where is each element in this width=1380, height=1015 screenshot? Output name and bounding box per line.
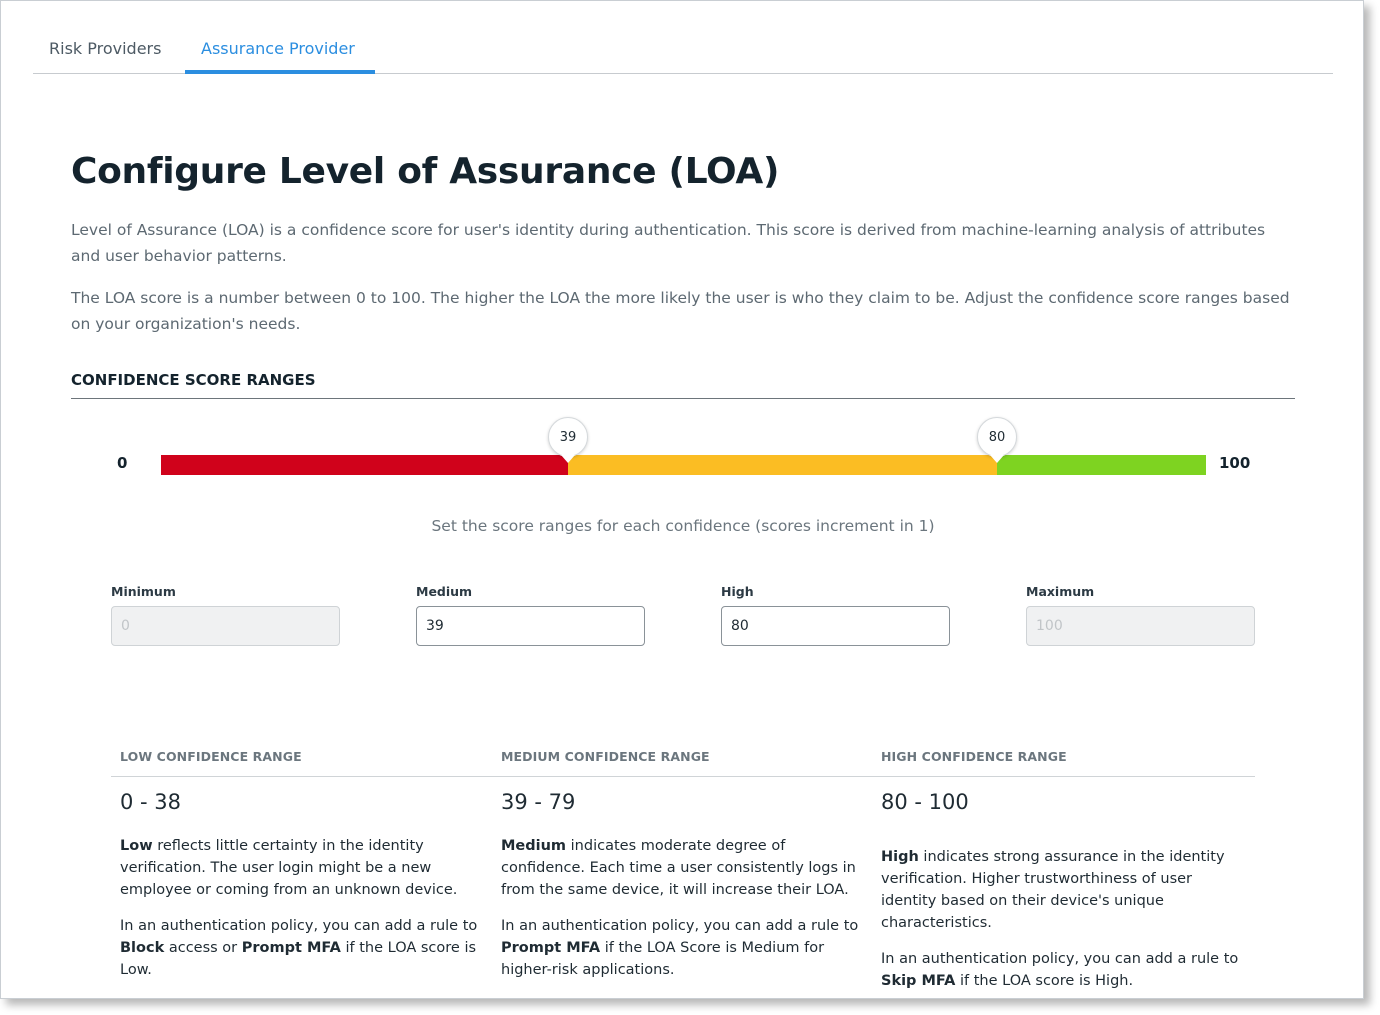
description-paragraph-2: The LOA score is a number between 0 to 100. The higher the LOA the more likely the user is who they claim to be. Adjust the confidence score ranges based on your organization's needs. xyxy=(71,289,1290,333)
maximum-label: Maximum xyxy=(1026,584,1095,599)
score-range-hint: Set the score ranges for each confidence (scores increment in 1) xyxy=(431,517,935,535)
medium-range-description: Medium indicates moderate degree of confidence. Each time a user consistently logs in from the same device, it will increase their LOA. xyxy=(501,838,856,898)
high-range-policy: In an authentication policy, you can add a rule to Skip MFA if the LOA score is High. xyxy=(881,951,1239,989)
medium-label: Medium xyxy=(416,584,473,599)
section-divider xyxy=(71,398,1295,399)
tab-risk-providers[interactable]: Risk Providers xyxy=(49,39,162,58)
high-range-description: High indicates strong assurance in the identity verification. Higher trustworthiness of user identity based on their device's unique characteristics. xyxy=(881,849,1225,931)
page-title: Configure Level of Assurance (LOA) xyxy=(71,151,780,192)
slider-handle-high-value: 80 xyxy=(988,429,1006,445)
medium-confidence-range xyxy=(501,749,871,981)
slider-high-segment xyxy=(997,455,1206,475)
medium-field[interactable] xyxy=(416,606,645,646)
slider-low-segment xyxy=(161,455,568,475)
tab-bar xyxy=(33,31,1333,74)
medium-range-value: 39 - 79 xyxy=(501,790,576,814)
high-label: High xyxy=(721,584,754,599)
minimum-field xyxy=(111,606,340,646)
tab-assurance-provider[interactable]: Assurance Provider xyxy=(201,39,355,58)
high-confidence-range xyxy=(881,749,1251,992)
high-range-value: 80 - 100 xyxy=(881,790,969,814)
section-title: CONFIDENCE SCORE RANGES xyxy=(71,371,316,389)
high-range-title: HIGH CONFIDENCE RANGE xyxy=(881,749,1067,764)
minimum-label: Minimum xyxy=(111,584,176,599)
high-field[interactable] xyxy=(721,606,950,646)
low-confidence-range xyxy=(120,749,490,981)
low-range-title: LOW CONFIDENCE RANGE xyxy=(120,749,302,764)
slider-handle-medium[interactable] xyxy=(548,417,588,457)
low-range-description: Low reflects little certainty in the identity verification. The user login might be a new employee or coming from an unknown device. xyxy=(120,838,458,898)
medium-range-title: MEDIUM CONFIDENCE RANGE xyxy=(501,749,710,764)
slider-handle-medium-value: 39 xyxy=(559,429,577,445)
low-range-value: 0 - 38 xyxy=(120,790,182,814)
description-paragraph-1: Level of Assurance (LOA) is a confidence score for user's identity during authentication. This score is derived from machine-learning analysis of attributes and user behavior patterns. xyxy=(71,221,1266,265)
low-range-policy: In an authentication policy, you can add a rule to Block access or Prompt MFA if the LOA score is Low. xyxy=(120,918,478,978)
slider-min-label: 0 xyxy=(117,454,128,472)
maximum-field xyxy=(1026,606,1255,646)
slider-medium-segment xyxy=(568,455,997,475)
medium-range-policy: In an authentication policy, you can add a rule to Prompt MFA if the LOA Score is Medium for higher-risk applications. xyxy=(501,918,859,978)
slider-handle-high[interactable] xyxy=(977,417,1017,457)
active-tab-indicator xyxy=(185,70,375,74)
slider-max-label: 100 xyxy=(1219,454,1251,472)
